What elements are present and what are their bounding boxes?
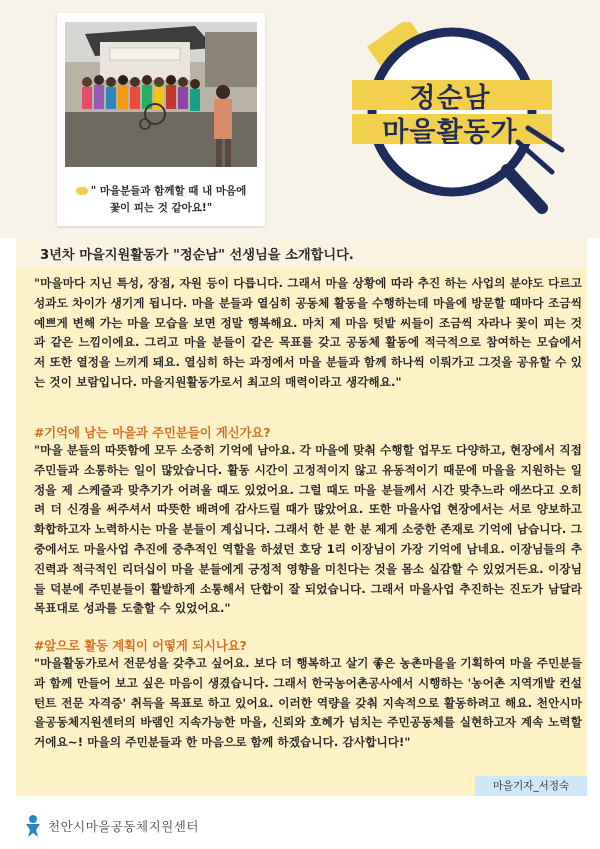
group-photo — [65, 22, 257, 167]
intro-heading: 3년차 마을지원활동가 "정순남" 선생님을 소개합니다. — [40, 248, 354, 263]
title-badge — [352, 22, 582, 227]
photo-card — [57, 13, 265, 226]
photo-caption: " 마을분들과 함께할 때 내 마음에 꽃이 피는 것 같아요!" — [63, 183, 259, 217]
footer-logo — [24, 814, 199, 838]
title-name: 정순남 — [409, 83, 491, 114]
caption-marker-icon — [76, 187, 88, 195]
title-role: 마을활동가 — [382, 117, 518, 148]
question-heading-2: #앞으로 활동 계획이 어떻게 되시나요? — [34, 639, 247, 653]
person-logo-icon — [24, 814, 42, 838]
answer-paragraph-3: "마을활동가로서 전문성을 갖추고 싶어요. 보다 더 행복하고 살기 좋은 농촌마을을 기획하여 마을 주민분들과 함께 만들어 보고 싶은 마음이 생겼습니다. 그래서 한국농어촌공사에서 시행하는 '농어촌 지역개발 컨설턴트 전문 자격증' 취득을 목표로 하고 있어요. 이러한 역량을 갖춰 지속적으로 활동하려고 해요. 천안시마을공동체지원센터의 바램인 지속가능한 마을, 신뢰와 호혜가 넘치는 주민공동체를 실현하고자 계속 노력할거에요~! 마을의 주민분들과 한 마음으로 함께 하겠습니다. 감사합니다!" — [34, 656, 582, 750]
answer-paragraph-2: "마을 분들의 따뜻함에 모두 소중히 기억에 남아요. 각 마을에 맞춰 수행할 업무도 다양하고, 현장에서 직접 주민들과 소통하는 일이 많았습니다. 활동 시간이 고정적이지 않고 유동적이기 때문에 마을을 지원하는 일정을 제 스케줄과 맞추기가 어려울 때도 있었어요. 그럴 때도 마을 분들께서 시간 맞추느라 애쓰다고 오히려 더 신경을 써주셔서 따뜻한 배려에 감사드릴 때가 많았어요. 또한 마을사업 현장에서는 서로 양보하고 화합하고자 노력하시는 마을 분들이 계십니다. 그래서 한 분 한 분 제게 소중한 존재로 기억에 남습니다. 그중에서도 마을사업 추진에 중추적인 역할을 하셨던 호당 1리 이장님이 가장 기억에 남네요. 이장님들의 추진력과 적극적인 리더십이 마을 분들에게 긍정적 영향을 미친다는 것을 몸소 실감할 수 있었거든요. 이장님들 덕분에 주민분들이 활발하게 소통해서 단합이 잘 되었습니다. 그래서 마을사업 추진하는 진도가 남달라 목표대로 성과를 도출할 수 있었어요." — [34, 443, 582, 616]
question-heading-1: #기억에 남는 마을과 주민분들이 게신가요? — [34, 426, 271, 440]
footer-org-name: 천안시마을공동체지원센터 — [48, 819, 199, 834]
reporter-credit: 마을기자_서정숙 — [475, 776, 587, 796]
answer-paragraph-1: "마을마다 지닌 특성, 장점, 자원 등이 다릅니다. 그래서 마을 상황에 따라 추진 하는 사업의 분야도 다르고 성과도 차이가 생기게 됩니다. 마을 분들과 열심히 공동체 활동을 수행하는데 마을에 방문할 때마다 조금씩 예쁘게 변해 가는 마을 모습을 보면 정말 행복해요. 마치 제 마음 텃밭 씨들이 조금씩 자라나 꽃이 피는 것과 같은 느낌이에요. 그리고 마을 분들이 같은 목표를 갖고 공동체 활동에 적극적으로 참여하는 모습에서 저 또한 열정을 느끼게 돼요. 열심히 하는 과정에서 마을 분들과 함께 하나씩 이뤄가고 그것을 공유할 수 있는 것이 보람입니다. 마을지원활동가로서 최고의 매력이라고 생각해요." — [34, 276, 582, 389]
